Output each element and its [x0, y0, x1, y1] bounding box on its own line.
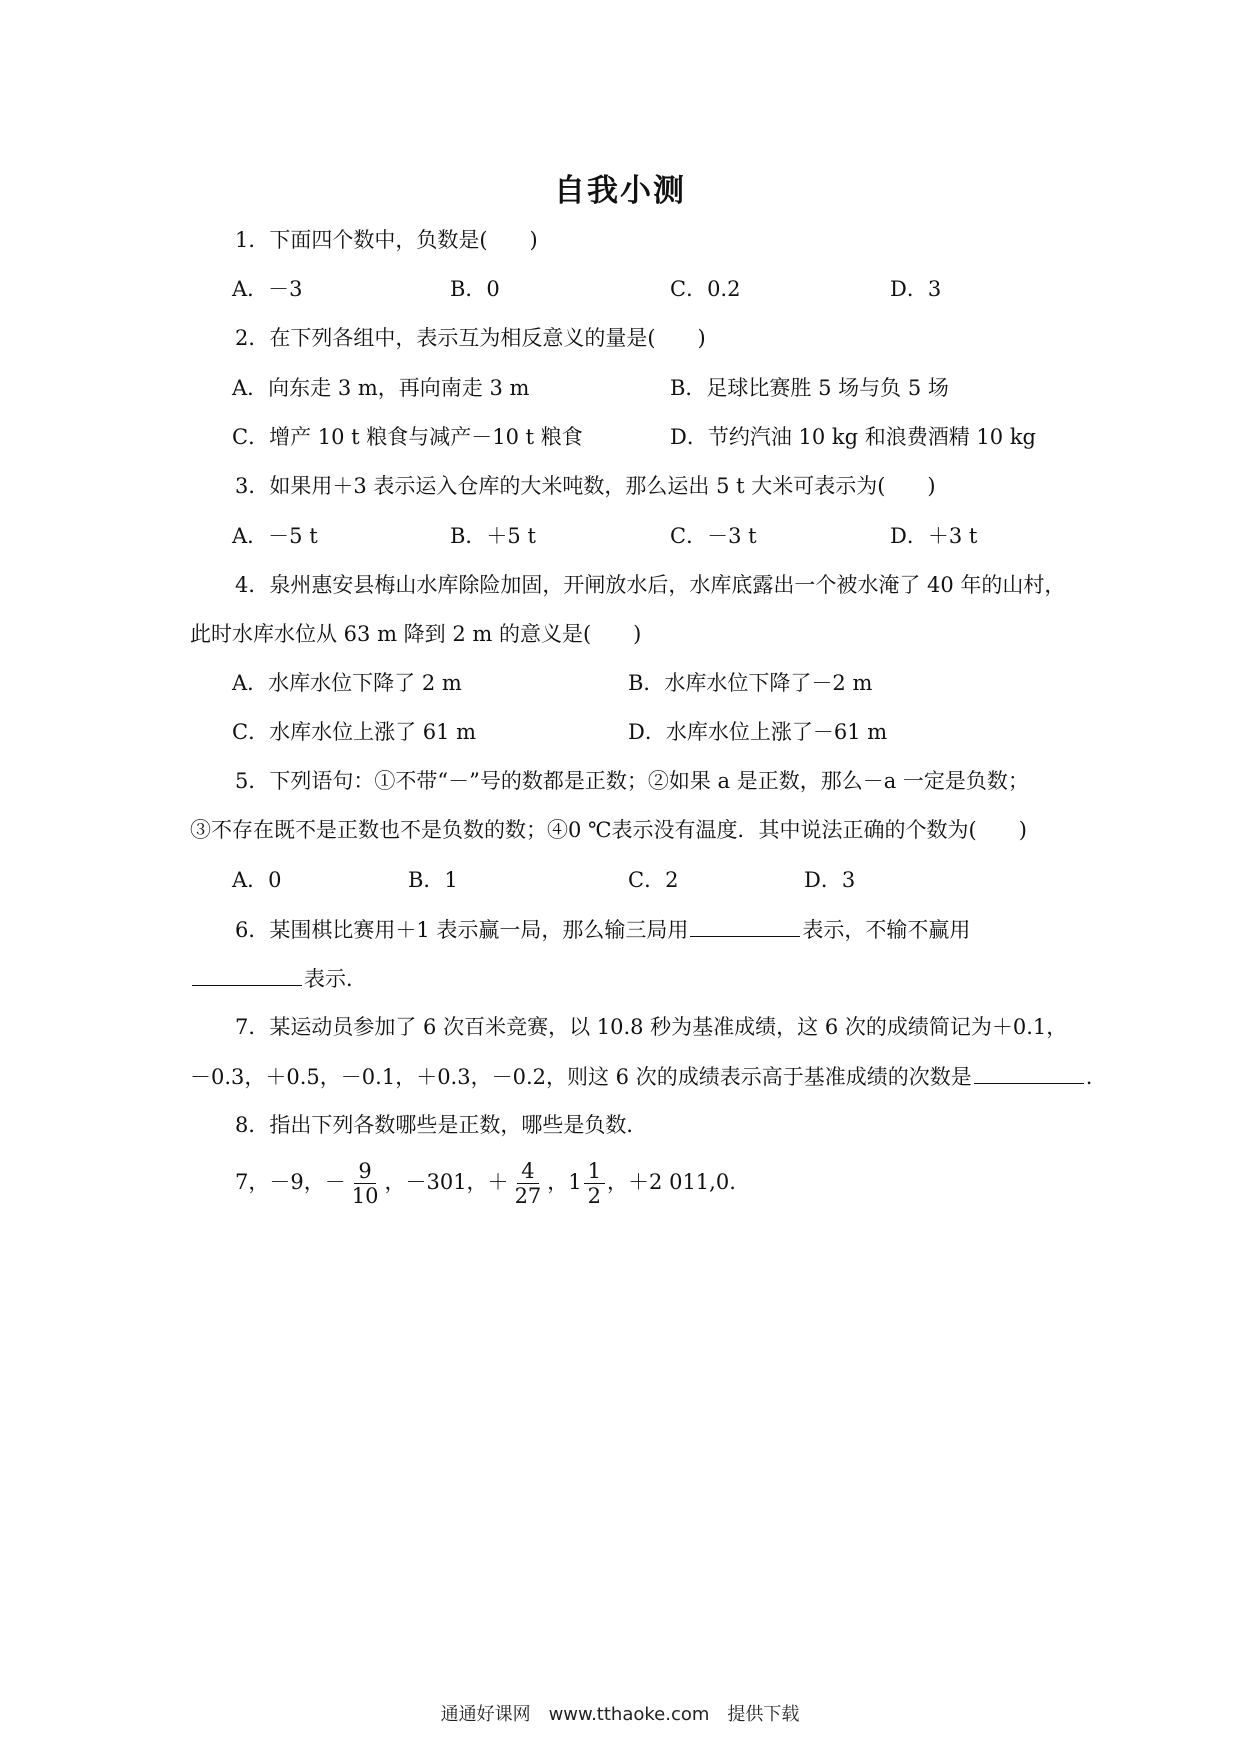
q6-answer-blank-2[interactable] — [192, 963, 302, 986]
q4-option-a: A．水库水位下降了 2 m — [232, 671, 462, 695]
q2-option-a: A．向东走 3 m，再向南走 3 m — [232, 376, 530, 400]
question-5-line2: ③不存在既不是正数也不是负数的数；④0 ℃表示没有温度．其中说法正确的个数为( ) — [190, 818, 1027, 842]
question-2-stem: 2．在下列各组中，表示互为相反意义的量是( ) — [235, 326, 706, 350]
question-5-line1: 5．下列语句：①不带“－”号的数都是正数；②如果 a 是正数，那么－a 一定是负数； — [235, 769, 1029, 793]
fraction-4-27 — [511, 1159, 546, 1208]
q6-text-1: 6．某围棋比赛用＋1 表示赢一局，那么输三局用 — [235, 918, 689, 942]
fraction-numerator: 1 — [584, 1159, 605, 1184]
fraction-denominator: 2 — [587, 1184, 602, 1208]
question-7-line1: 7．某运动员参加了 6 次百米竞赛，以 10.8 秒为基准成绩，这 6 次的成绩简记为＋0.1， — [235, 1015, 1068, 1039]
q3-option-d: D．＋3 t — [890, 524, 978, 548]
q4-option-c: C．水库水位上涨了 61 m — [232, 720, 477, 744]
fraction-numerator: 4 — [517, 1159, 538, 1184]
question-3-stem: 3．如果用＋3 表示运入仓库的大米吨数，那么运出 5 t 大米可表示为( ) — [235, 474, 936, 498]
q5-option-a: A．0 — [232, 868, 282, 892]
q7-text: －0.3，＋0.5，－0.1，＋0.3，－0.2，则这 6 次的成绩表示高于基准成绩的次数是 — [190, 1065, 972, 1089]
question-6-line1 — [235, 914, 970, 945]
q1-option-a: A．－3 — [232, 277, 303, 301]
question-4-line1: 4．泉州惠安县梅山水库除险加固，开闸放水后，水库底露出一个被水淹了 40 年的山村， — [235, 573, 1066, 597]
q1-option-d: D．3 — [890, 277, 942, 301]
question-7-line2 — [190, 1061, 1092, 1092]
question-4-line2: 此时水库水位从 63 m 降到 2 m 的意义是( ) — [190, 622, 642, 646]
page-title: 自我小测 — [554, 173, 686, 209]
fraction-denominator: 10 — [351, 1184, 379, 1208]
fraction-1-2 — [584, 1159, 605, 1208]
q6-text-3: 表示． — [304, 967, 367, 991]
q8-numbers-text-1: 7，－9，－ — [235, 1170, 346, 1194]
fraction-denominator: 27 — [514, 1184, 542, 1208]
q2-option-d: D．节约汽油 10 kg 和浪费酒精 10 kg — [670, 425, 1036, 449]
q2-option-c: C．增产 10 t 粮食与减产－10 t 粮食 — [232, 425, 583, 449]
question-8-numbers — [235, 1152, 736, 1212]
question-6-line2 — [190, 963, 367, 994]
q6-answer-blank-1[interactable] — [690, 914, 800, 937]
q8-numbers-text-4: ，＋2 011,0. — [607, 1170, 736, 1194]
q4-option-b: B．水库水位下降了－2 m — [628, 671, 873, 695]
q7-period: . — [1085, 1065, 1093, 1089]
q1-option-b: B．0 — [450, 277, 500, 301]
q8-numbers-text-3: ，1 — [547, 1170, 582, 1194]
q8-numbers-text-2: ，－301，＋ — [384, 1170, 509, 1194]
q3-option-b: B．＋5 t — [450, 524, 536, 548]
question-8-stem: 8．指出下列各数哪些是正数，哪些是负数． — [235, 1113, 648, 1137]
fraction-9-10 — [348, 1159, 383, 1208]
q5-option-c: C．2 — [628, 868, 679, 892]
q7-answer-blank[interactable] — [974, 1061, 1084, 1084]
q3-option-c: C．－3 t — [670, 524, 757, 548]
q4-option-d: D．水库水位上涨了－61 m — [628, 720, 888, 744]
footer-source: 通通好课网 www.tthaoke.com 提供下载 — [440, 1704, 800, 1725]
q3-option-a: A．－5 t — [232, 524, 318, 548]
question-1-stem: 1．下面四个数中，负数是( ) — [235, 228, 538, 252]
q5-option-d: D．3 — [804, 868, 856, 892]
q1-option-c: C．0.2 — [670, 277, 741, 301]
q2-option-b: B．足球比赛胜 5 场与负 5 场 — [670, 376, 949, 400]
fraction-numerator: 9 — [354, 1159, 375, 1184]
q6-text-2: 表示，不输不赢用 — [802, 918, 971, 942]
q5-option-b: B．1 — [408, 868, 458, 892]
